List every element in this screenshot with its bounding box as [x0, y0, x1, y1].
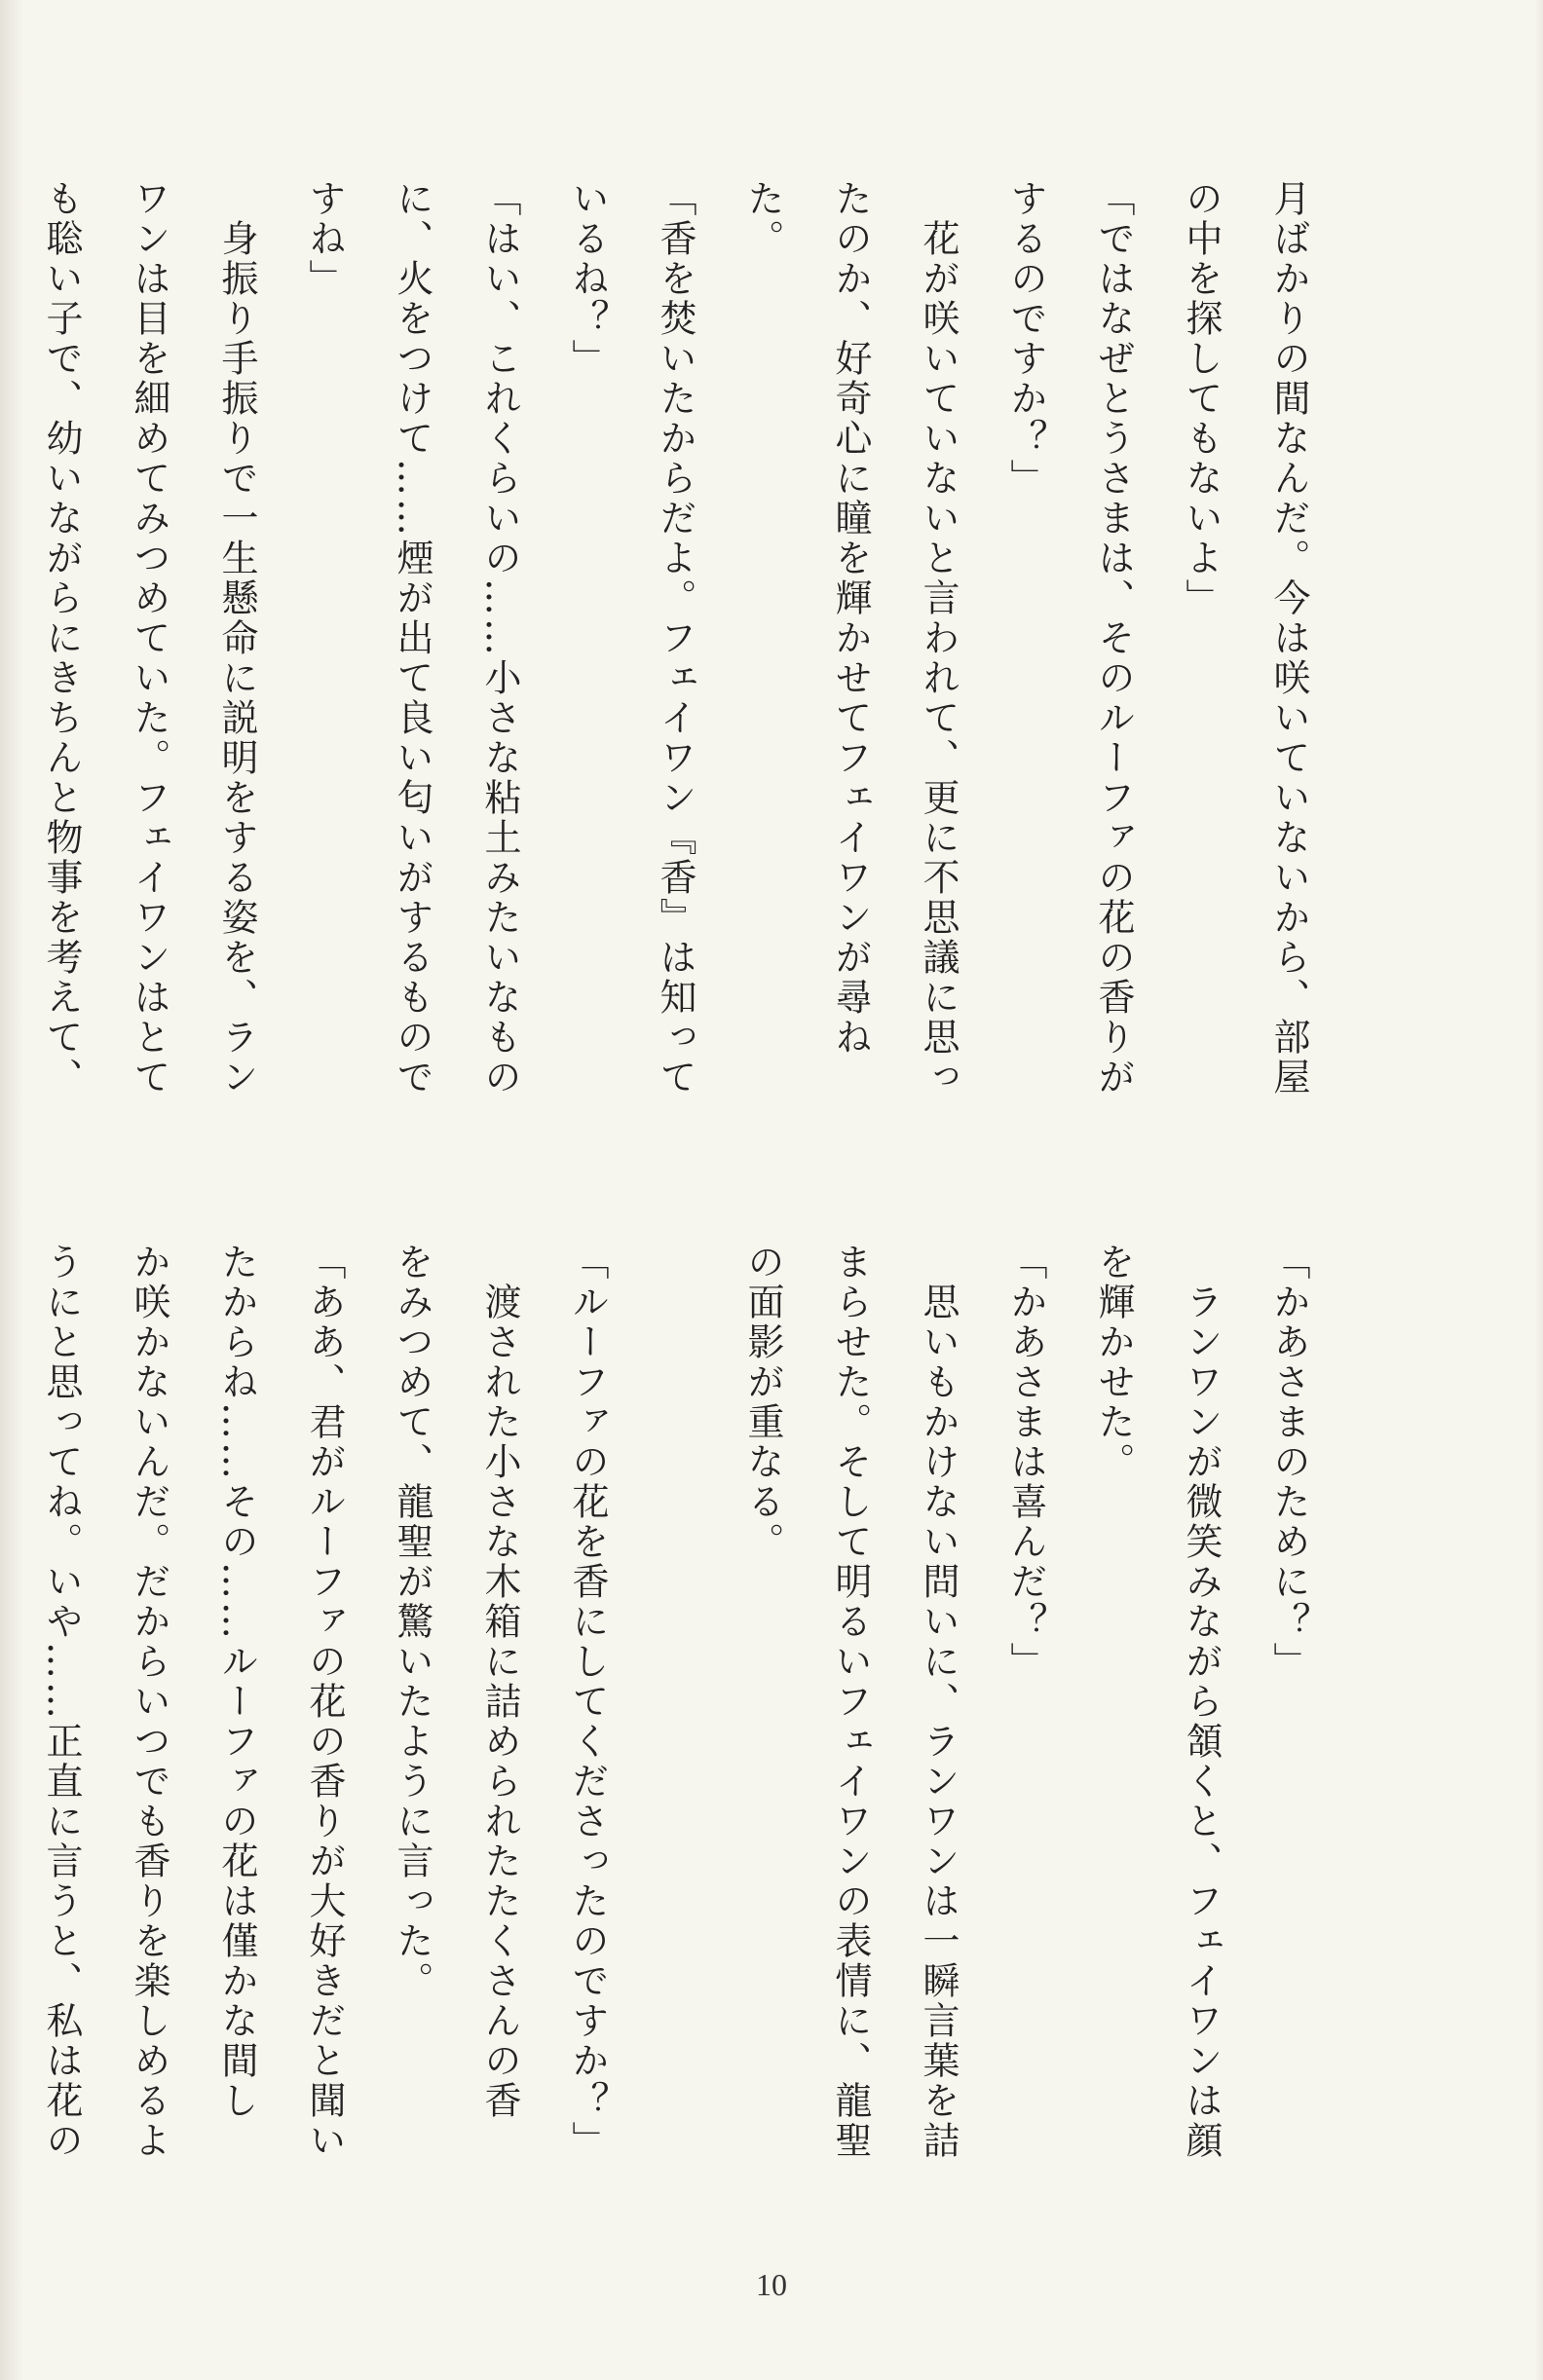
text-line: も聡い子で、幼いながらにきちんと物事を考えて、 — [40, 179, 83, 1097]
text-line: するのですか？」 — [1004, 179, 1047, 499]
text-line: を輝かせた。 — [1092, 1243, 1135, 1482]
text-line: 花が咲いていないと言われて、更に不思議に思っ — [917, 179, 960, 1097]
text-line: 「ああ、君がルーファの花の香りが大好きだと聞い — [303, 1243, 346, 2161]
lower-text-block — [0, 1243, 1333, 2236]
text-line: たのか、好奇心に瞳を輝かせてフェイワンが尋ね — [829, 179, 872, 1058]
text-line: の中を探してもないよ」 — [1180, 179, 1223, 618]
text-line: いるね？」 — [566, 179, 609, 379]
text-line: た。 — [741, 179, 784, 259]
text-line — [631, 1243, 719, 2236]
text-line: 渡された小さな木箱に詰められたたくさんの香 — [478, 1243, 521, 2121]
text-line: ワンは目を細めてみつめていた。フェイワンはとて — [128, 179, 170, 1097]
text-line: たからね……その……ルーファの花は僅かな間し — [215, 1243, 258, 2121]
upper-text-block — [0, 179, 1333, 1172]
page-edge-right — [1535, 0, 1543, 2380]
text-line: 「ルーファの花を香にしてくださったのですか？」 — [566, 1243, 609, 2161]
text-line: すね」 — [303, 179, 346, 299]
text-line: 「ではなぜとうさまは、そのルーファの花の香りが — [1092, 179, 1135, 1097]
text-line: 月ばかりの間なんだ。今は咲いていないから、部屋 — [1267, 179, 1310, 1097]
text-line — [0, 1243, 18, 2236]
text-line: 「かあさまは喜んだ？」 — [1004, 1243, 1047, 1682]
text-line: 「香を焚いたからだよ。フェイワン『香』は知って — [654, 179, 696, 1097]
text-line: うにと思ってね。いや……正直に言うと、私は花の — [40, 1243, 83, 2161]
text-line: まらせた。そして明るいフェイワンの表情に、龍聖 — [829, 1243, 872, 2161]
text-line: をみつめて、龍聖が驚いたように言った。 — [391, 1243, 433, 2001]
text-line: 思いもかけない問いに、ランワンは一瞬言葉を詰 — [917, 1243, 960, 2161]
text-line: の面影が重なる。 — [741, 1243, 784, 1562]
text-line: 「かあさまのために？」 — [1267, 1243, 1310, 1682]
text-line: に、火をつけて……煙が出て良い匂いがするもので — [391, 179, 433, 1097]
text-line — [0, 179, 18, 1172]
text-line: 身振り手振りで一生懸命に説明をする姿を、ラン — [215, 179, 258, 1097]
text-line: 「はい、これくらいの……小さな粘土みたいなもの — [478, 179, 521, 1097]
text-line: ランワンが微笑みながら頷くと、フェイワンは顔 — [1180, 1243, 1223, 2161]
text-line: か咲かないんだ。だからいつでも香りを楽しめるよ — [128, 1243, 170, 2161]
page-number: 10 — [756, 2267, 787, 2302]
